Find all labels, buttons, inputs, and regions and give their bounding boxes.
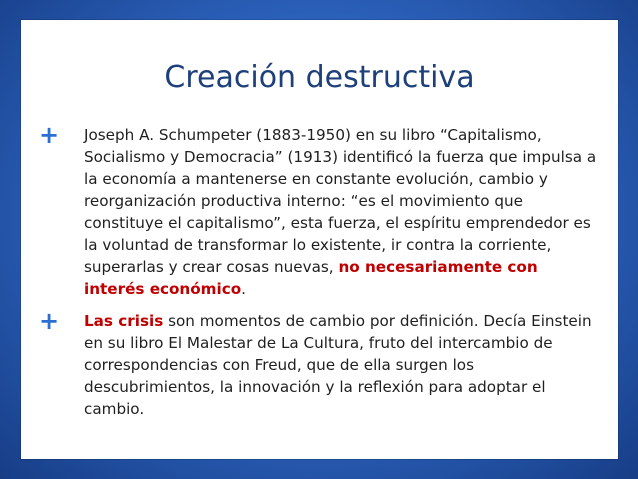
highlight-text: Las crisis: [84, 312, 164, 330]
bullet-text: [84, 310, 600, 420]
bullet-rest: son momentos de cambio por definición. Decía Einstein en su libro El Malestar de La Cultura, fruto del intercambio de correspondencias con Freud, que de ella surgen los descubrimientos, la innovación y la reflexión para adoptar el cambio.: [84, 312, 592, 418]
bullet-item: [39, 121, 600, 300]
highlight-text: no necesariamente con interés económico: [84, 258, 538, 298]
bullet-item: [39, 307, 600, 420]
plus-bullet-icon: +: [39, 121, 60, 149]
slide-title: Creación destructiva: [164, 60, 475, 95]
bullet-end: .: [241, 280, 246, 298]
slide: [21, 20, 618, 459]
bullet-text: [84, 124, 600, 300]
plus-bullet-icon: +: [39, 307, 60, 335]
bullet-intro: Joseph A. Schumpeter (1883-1950) en su libro “Capitalismo, Socialismo y Democracia” (1913) identificó la fuerza que impulsa a la economía a mantenerse en constante evolución, cambio y reorganización productiva interno: “es el movimiento que constituye el capitalismo”, esta fuerza, el espíritu emprendedor es la voluntad de transformar lo existente, ir contra la corriente, superarlas y crear cosas nuevas,: [84, 126, 597, 276]
